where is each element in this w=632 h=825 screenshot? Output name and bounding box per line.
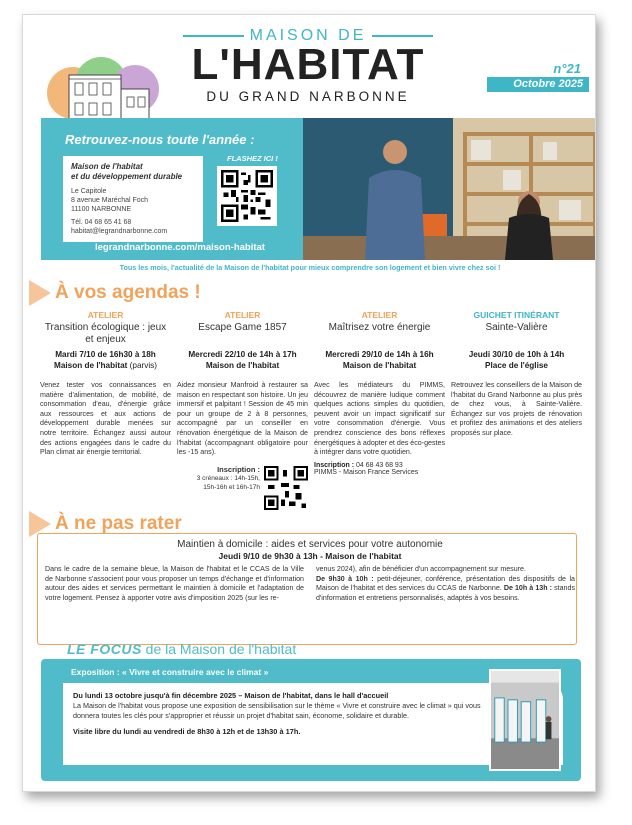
agenda-body: Retrouvez les conseillers de la Maison de l'habitat du Grand Narbonne au plus près de chez vous, à Sainte-Valière. Échangez sur vos projets de rénovation et profitez des animations et des ateliers proposés sur place. bbox=[451, 381, 582, 437]
inscription-label: Inscription : bbox=[314, 461, 355, 469]
triangle-icon bbox=[29, 280, 51, 306]
newsletter-page bbox=[22, 14, 596, 792]
agenda-title: Transition écologique : jeux et enjeux bbox=[44, 322, 167, 345]
npr-right-1: venus 2024), afin de bénéficier d'un accompagnement sur mesure. bbox=[316, 565, 526, 573]
contact-name-line2: et du développement durable bbox=[71, 172, 183, 181]
address-line2: 8 avenue Maréchal Foch bbox=[71, 197, 149, 204]
agenda-body: Avec les médiateurs du PIMMS, découvrez de manière ludique comment quelques actions simples du quotidien, peuvent avoir un impact significatif sur votre consommation d'énergie. Vous prendrez conscience des bons réflexes énergétiques à adopter et des éco-gestes à intégrer dans votre quotidien. bbox=[314, 381, 445, 457]
agenda-item-3 bbox=[311, 310, 448, 510]
phone-number: Tél. 04 68 65 41 68 bbox=[71, 219, 132, 226]
agenda-kind: ATELIER bbox=[361, 310, 398, 320]
agenda-place: Maison de l'habitat bbox=[342, 360, 417, 370]
brand-subtitle: DU GRAND NARBONNE bbox=[206, 89, 410, 104]
agenda-body: Aidez monsieur Manfroid à restaurer sa maison en respectant son histoire. Un jeu immersif et palpitant ! Session de 45 min pour un groupe de 2 à 8 personnes, accompagné par un conseiller en rénovation énergétique de la Maison de l'habitat (accompagnant obligatoire pour les -15 ans). bbox=[177, 381, 308, 457]
npr-right-b1: De 9h30 à 10h : bbox=[316, 574, 374, 583]
agenda-title: Maîtrisez votre énergie bbox=[328, 322, 431, 333]
npr-right-b2: De 10h à 13h : bbox=[503, 584, 552, 593]
house-illustration bbox=[43, 53, 163, 125]
agenda-when bbox=[451, 350, 582, 371]
agenda-inscription bbox=[177, 466, 308, 510]
agenda-inscription bbox=[314, 462, 445, 476]
contact-address bbox=[71, 187, 195, 214]
agenda-date: Jeudi 30/10 de 10h à 14h bbox=[468, 350, 565, 359]
inscription-slots-1: 3 créneaux : 14h-15h, bbox=[196, 475, 260, 483]
agenda-kind: ATELIER bbox=[87, 310, 124, 320]
npr-columns bbox=[45, 565, 575, 603]
agenda-date: Mardi 7/10 de 16h30 à 18h bbox=[55, 350, 156, 359]
npr-heading-text: À ne pas rater bbox=[55, 513, 182, 534]
agenda-item-4 bbox=[448, 310, 585, 510]
focus-title-bold: LE FOCUS bbox=[67, 641, 142, 657]
contact-name bbox=[71, 162, 195, 182]
contact-banner bbox=[41, 118, 596, 260]
agenda-body: Venez tester vos connaissances en matière d'alimentation, de mobilité, de consommation d'eau, d'énergie grâce aux ressources et aux actions de développement durable menées sur notre territoire. Échangez aussi autour des actions engagées dans le cadre du Plan climat air énergie territorial. bbox=[40, 381, 171, 457]
agenda-place: Place de l'église bbox=[485, 360, 548, 370]
focus-expo-title: Exposition : « Vivre et construire avec le climat » bbox=[71, 667, 269, 677]
focus-card bbox=[63, 683, 563, 765]
agenda-place: Maison de l'habitat bbox=[205, 360, 280, 370]
focus-title bbox=[67, 641, 296, 657]
inscription-label: Inscription : bbox=[217, 464, 260, 474]
brand-top-text: MAISON DE bbox=[249, 27, 367, 44]
agenda-item-2 bbox=[174, 310, 311, 510]
exhibition-photo bbox=[489, 669, 561, 771]
inscription-org: PIMMS - Maison France Services bbox=[314, 468, 419, 476]
npr-right-text bbox=[316, 565, 575, 603]
address-line3: 11100 NARBONNE bbox=[71, 206, 132, 213]
agenda-columns bbox=[37, 310, 585, 510]
agenda-heading bbox=[29, 280, 201, 306]
focus-visit: Visite libre du lundi au vendredi de 8h30 à 12h et de 13h30 à 17h. bbox=[73, 727, 301, 736]
agenda-place-detail: (parvis) bbox=[127, 360, 157, 370]
agenda-title: Escape Game 1857 bbox=[198, 322, 287, 333]
agenda-heading-text: À vos agendas ! bbox=[55, 282, 201, 303]
npr-when: Jeudi 9/10 de 9h30 à 13h - Maison de l'habitat bbox=[218, 551, 402, 561]
contact-tel bbox=[71, 218, 195, 236]
qr-label: FLASHEZ ICI ! bbox=[227, 154, 278, 163]
issue-number: n°21 bbox=[553, 61, 581, 76]
agenda-date: Mercredi 29/10 de 14h à 16h bbox=[325, 350, 434, 359]
tagline: Tous les mois, l'actualité de la Maison de l'habitat pour mieux comprendre son logement et bien vivre chez soi ! bbox=[119, 263, 501, 272]
agenda-when bbox=[177, 350, 308, 371]
qr-code[interactable] bbox=[217, 166, 277, 226]
agenda-place: Maison de l'habitat bbox=[54, 360, 128, 370]
npr-left-text: Dans le cadre de la semaine bleue, la Maison de l'habitat et le CCAS de la Ville de Narbonne s'associent pour vous proposer un temps d'échange et d'information autour des aides et services permettant le maintien à domicile et l'adaptation de votre logement. Pensez à apporter votre avis d'imposition 2025 (sur les re- bbox=[45, 565, 304, 602]
focus-text: La Maison de l'habitat vous propose une exposition de sensibilisation sur le thème « Vivre et construire avec le climat » qui vous donnera toutes les clés pour s'approprier et réussir un projet d'habitat sain, économe, solidaire et durable. bbox=[73, 701, 481, 720]
email-address[interactable]: habitat@legrandnarbonne.com bbox=[71, 228, 168, 235]
npr-right-2: petit-déjeuner, conférence, présentation des dispositifs de la Maison de l'habitat et des services du CCAS de Narbonne. bbox=[316, 574, 575, 593]
issue-date: Octobre 2025 bbox=[487, 77, 589, 92]
contact-name-line1: Maison de l'habitat bbox=[71, 162, 143, 171]
agenda-kind: ATELIER bbox=[224, 310, 261, 320]
advisors-photo bbox=[303, 118, 596, 260]
agenda-item-1 bbox=[37, 310, 174, 510]
contact-card bbox=[63, 156, 203, 242]
address-line1: Le Capitole bbox=[71, 188, 107, 195]
npr-title: Maintien à domicile : aides et services pour votre autonomie bbox=[177, 539, 443, 550]
agenda-title: Sainte-Valière bbox=[485, 322, 548, 333]
focus-dates: Du lundi 13 octobre jusqu'à fin décembre 2025 – Maison de l'habitat, dans le hall d'accueil bbox=[73, 691, 389, 700]
agenda-when bbox=[40, 350, 171, 371]
agenda-date: Mercredi 22/10 de 14h à 17h bbox=[188, 350, 297, 359]
npr-right-3: stands d'information et entretiens personnalisés, adaptés à vos besoins. bbox=[316, 584, 575, 602]
banner-url[interactable]: legrandnarbonne.com/maison-habitat bbox=[95, 242, 265, 253]
focus-title-rest: de la Maison de l'habitat bbox=[141, 641, 297, 657]
agenda-kind: GUICHET ITINÉRANT bbox=[473, 310, 560, 320]
qr-code-small[interactable] bbox=[264, 466, 308, 510]
inscription-slots-2: 15h-16h et 16h-17h bbox=[203, 483, 260, 491]
inscription-phone: 04 68 43 68 93 bbox=[354, 461, 403, 469]
banner-title: Retrouvez-nous toute l'année : bbox=[65, 132, 255, 147]
brand-main-title: L'HABITAT bbox=[191, 40, 425, 89]
agenda-when bbox=[314, 350, 445, 371]
